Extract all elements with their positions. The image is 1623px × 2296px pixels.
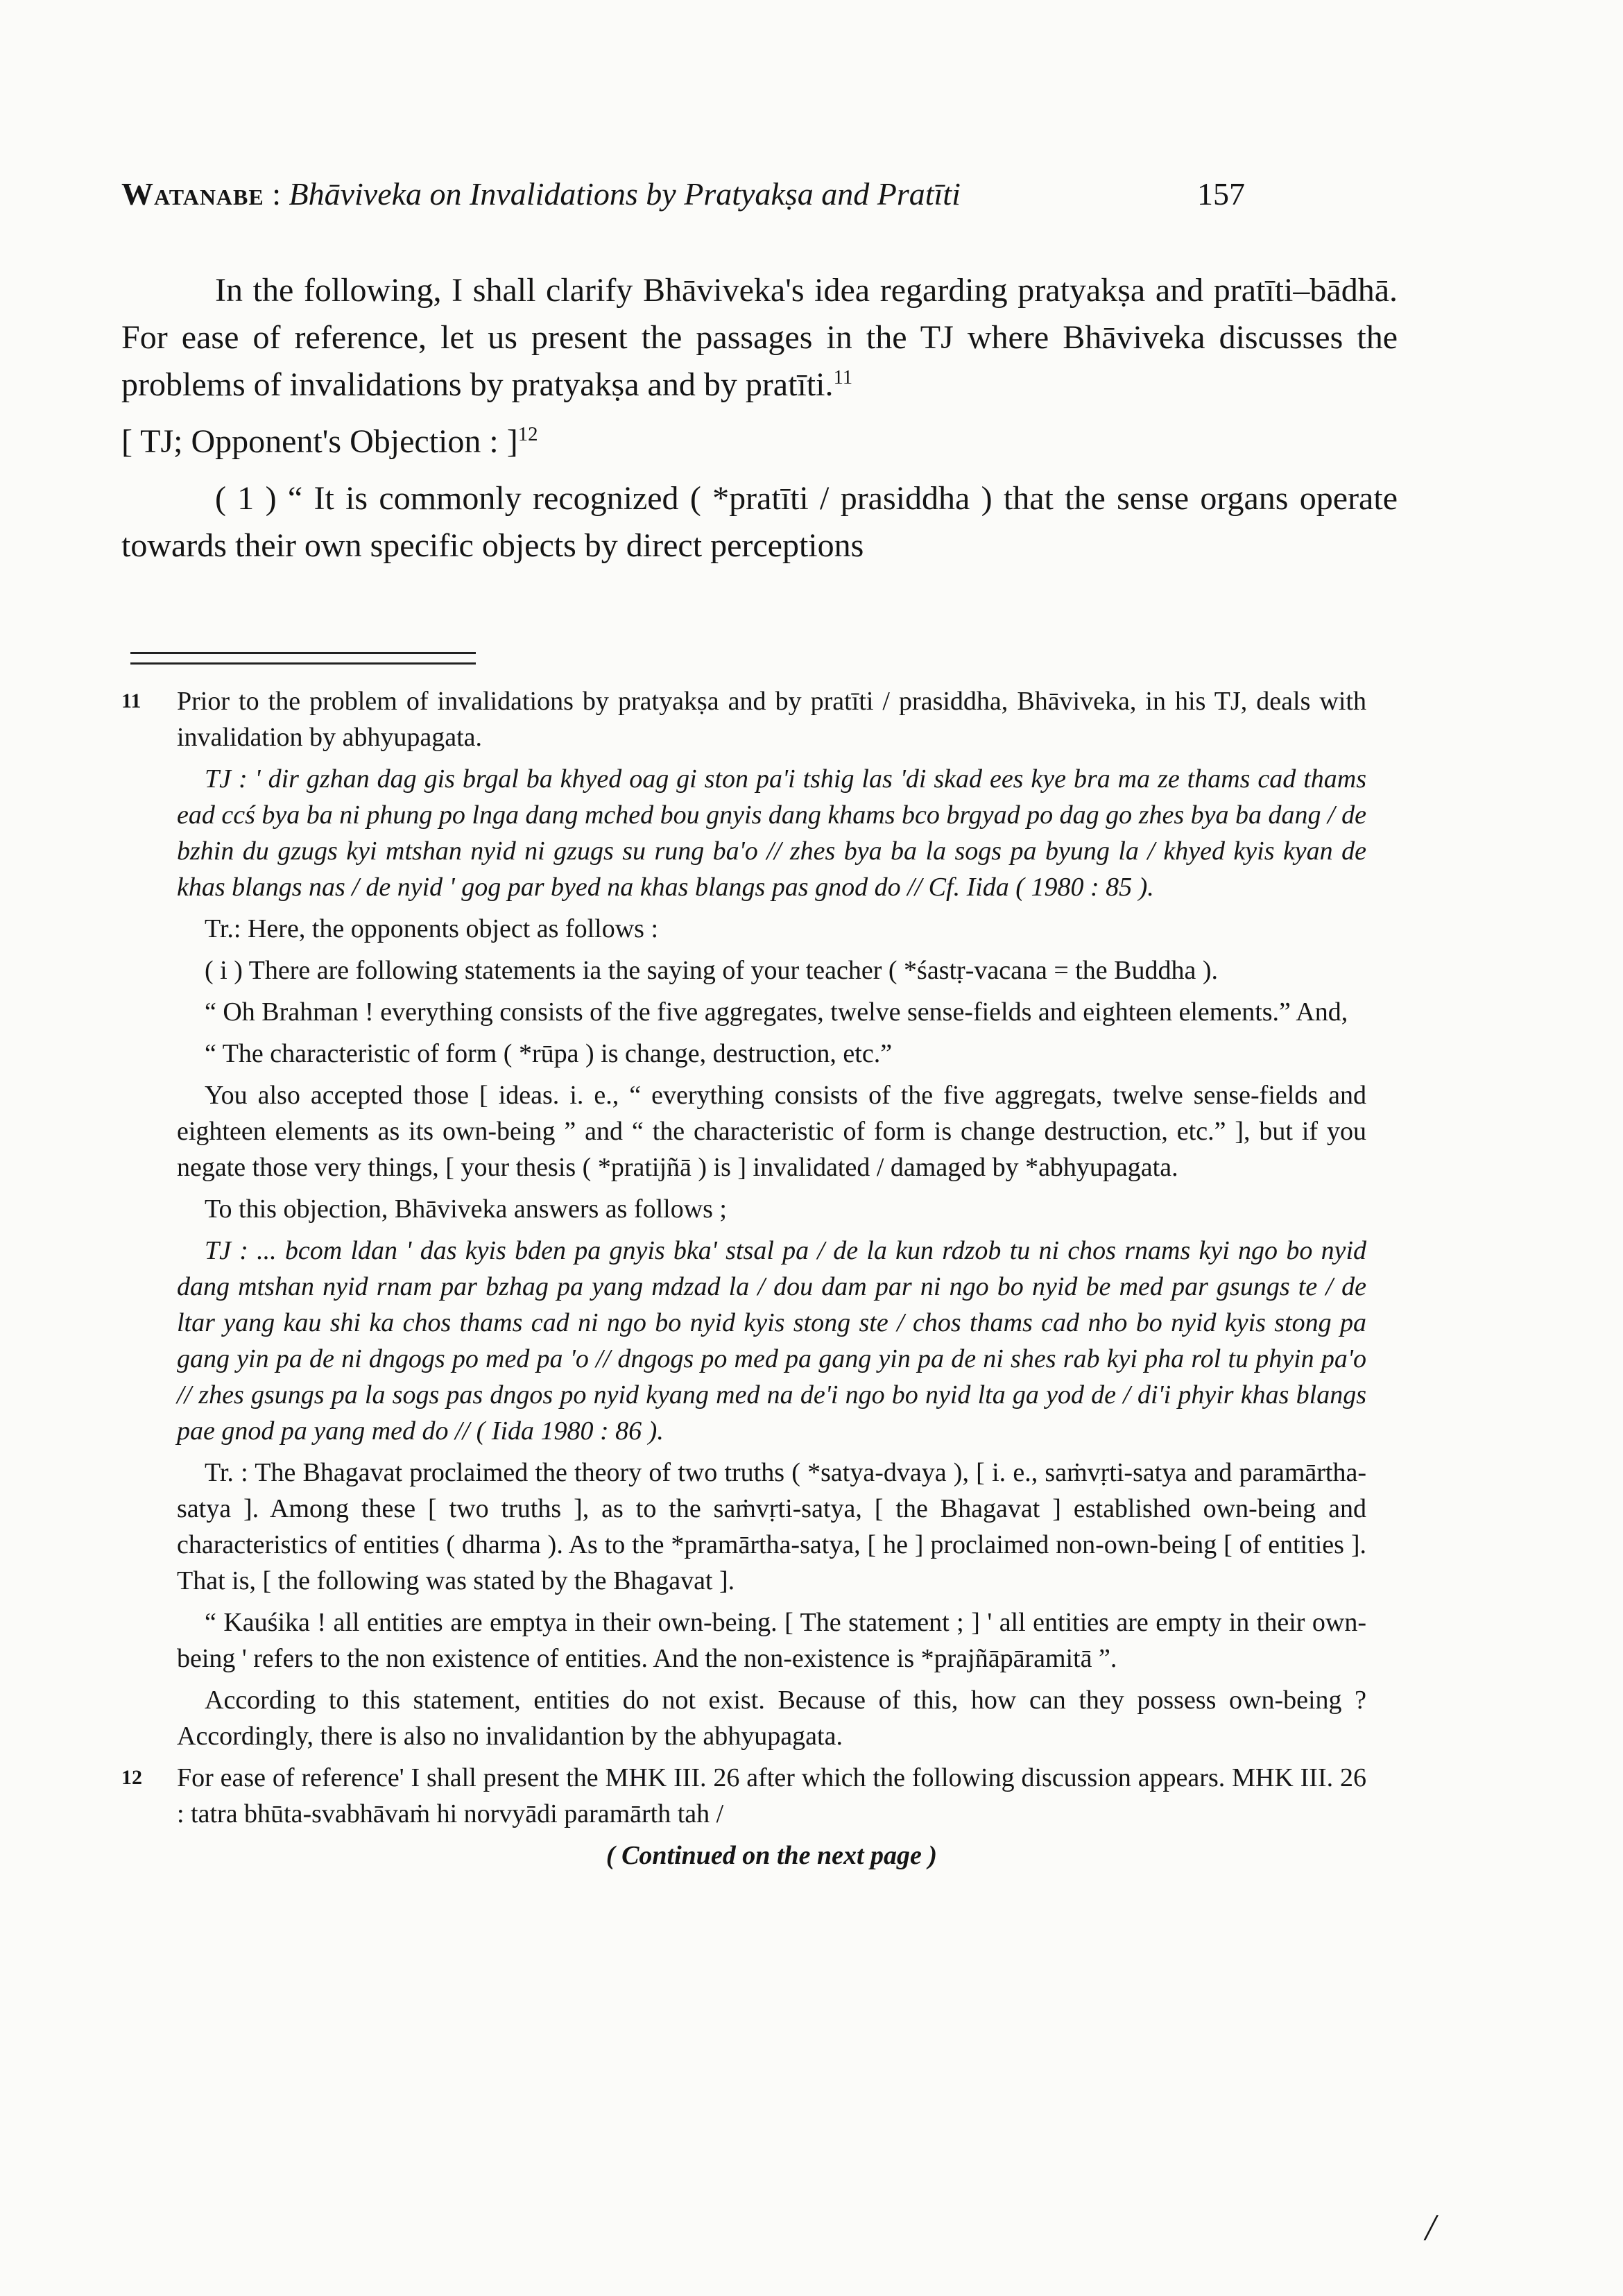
fn11-tibetan-1: TJ : ' dir gzhan dag gis brgal ba khyed oag gi ston pa'i tshig las 'di skad ees kye bra ma ze thams cad thams ead ccś bya ba ni phung po lnga dang mched bou gnyis dang khams bco brgyad po dag go zhes bya ba dang / de bzhin du gzugs kyi mtshan nyid ni gzugs su rung ba'o // zhes bya ba la sogs pa byung la / khyed kyis kyan de khas blangs nas / de nyid ' gog par byed na khas blangs pas gnod do // Cf. Iida ( 1980 : 85 ).: [177, 764, 1366, 902]
footnote-rule-bottom: [130, 662, 476, 665]
header-author: Watanabe: [121, 176, 264, 212]
fn11-conclusion: According to this statement, entities do not exist. Because of this, how can they possess own-being ? Accordingly, there is also no invalidantion by the abhyupagata.: [177, 1686, 1366, 1751]
fn11-tibetan-2: TJ : ... bcom ldan ' das kyis bden pa gnyis bka' stsal pa / de la kun rdzob tu ni chos rnams kyi ngo bo nyid dang mtshan nyid rnam par bzhag pa yang mdzad la / dou dam par ni ngo bo nyid be med par gsungs te / de ltar yang kau shi ka chos thams cad ni ngo bo nyid kyis stong ste / chos thams cad nho bo nyid kyis stong pa gang yin pa de ni dngogs po med pa 'o // dngogs po med pa gang yin pa de ni shes rab kyi pha rol tu phyin pa'o // zhes gsungs pa la sogs pas dngos po nyid kyang med na de'i ngo bo nyid lta ga yod de / di'i phyir khas blangs pae gnod pa yang med do // ( Iida 1980 : 86 ).: [177, 1236, 1366, 1446]
page-number: 157: [1197, 176, 1245, 212]
fn11-answer-intro: To this objection, Bhāviveka answers as follows ;: [205, 1194, 727, 1224]
main-text: [121, 267, 1398, 569]
footnote-12: [121, 1760, 1366, 1874]
footnote-12-number: 12: [121, 1766, 142, 1789]
body-paragraph-1: In the following, I shall clarify Bhāviveka's idea regarding pratyakṣa and pratīti–bādhā. For ease of reference, let us present the passages in the TJ where Bhāviveka discusses the problems of invalidations by pratyakṣa and by pratīti.$^{11}$: [121, 272, 1398, 403]
fn11-quote-2: “ The characteristic of form ( *rūpa ) is change, destruction, etc.”: [205, 1039, 893, 1068]
fn12-text: For ease of reference' I shall present the MHK III. 26 after which the following discussion appears. MHK III. 26 : tatra bhūta-svabhāvaṁ hi norvyādi paramārth tah /: [177, 1763, 1366, 1828]
footnotes: [121, 683, 1366, 1879]
footnote-11: [121, 683, 1366, 1754]
footnote-11-number: 11: [121, 689, 141, 712]
fn11-point-i: ( i ) There are following statements ia the saying of your teacher ( *śastṛ-vacana = the Buddha ).: [205, 956, 1219, 985]
fn11-intro: Prior to the problem of invalidations by pratyakṣa and by pratīti / prasiddha, Bhāviveka, in his TJ, deals with invalidation by abhyupagata.: [177, 687, 1366, 752]
fn11-quote-3: “ Kauśika ! all entities are emptya in their own-being. [ The statement ; ] ' all entities are empty in their own-being ' refers to the non existence of entities. And the non-existence is *prajñāpāramitā ”.: [177, 1608, 1366, 1673]
section-heading: [ TJ; Opponent's Objection : ]$^{12}$: [121, 423, 538, 460]
fn11-translation-2: Tr. : The Bhagavat proclaimed the theory of two truths ( *satya-dvaya ), [ i. e., saṁvṛti-satya and paramārtha-satya ]. Among these [ two truths ], as to the saṁvṛti-satya, [ the Bhagavat ] established own-being and characteristics of entities ( dharma ). As to the *pramārtha-satya, [ he ] proclaimed non-own-being [ of entities ]. That is, [ the following was stated by the Bhagavat ].: [177, 1458, 1366, 1595]
footnote-ref-11[interactable]: 11: [833, 366, 853, 388]
fn11-translation-1: Tr.: Here, the opponents object as follows :: [205, 914, 659, 943]
body-paragraph-2: ( 1 ) “ It is commonly recognized ( *pratīti / prasiddha ) that the sense organs operate towards their own specific objects by direct perceptions: [121, 480, 1398, 564]
fn11-quote-1: “ Oh Brahman ! everything consists of the five aggregates, twelve sense-fields and eighteen elements.” And,: [205, 997, 1348, 1027]
fn11-you-accepted: You also accepted those [ ideas. i. e., “ everything consists of the five aggregats, twelve sense-fields and eighteen elements as its own-being ” and “ the characteristic of form is change destruction, etc.” ], but if you negate those very things, [ your thesis ( *pratijñā ) is ] invalidated / damaged by *abhyupagata.: [177, 1081, 1366, 1182]
footnote-ref-12[interactable]: 12: [517, 423, 538, 445]
header-title: Bhāviveka on Invalidations by Pratyakṣa and Pratīti: [289, 176, 961, 212]
footnote-rule-top: [130, 652, 476, 654]
continued-note: ( Continued on the next page ): [606, 1841, 938, 1870]
marginal-mark: /: [1425, 2207, 1436, 2248]
running-header: Watanabe : Bhāviveka on Invalidations by Pratyakṣa and Pratīti 157: [121, 166, 1245, 222]
